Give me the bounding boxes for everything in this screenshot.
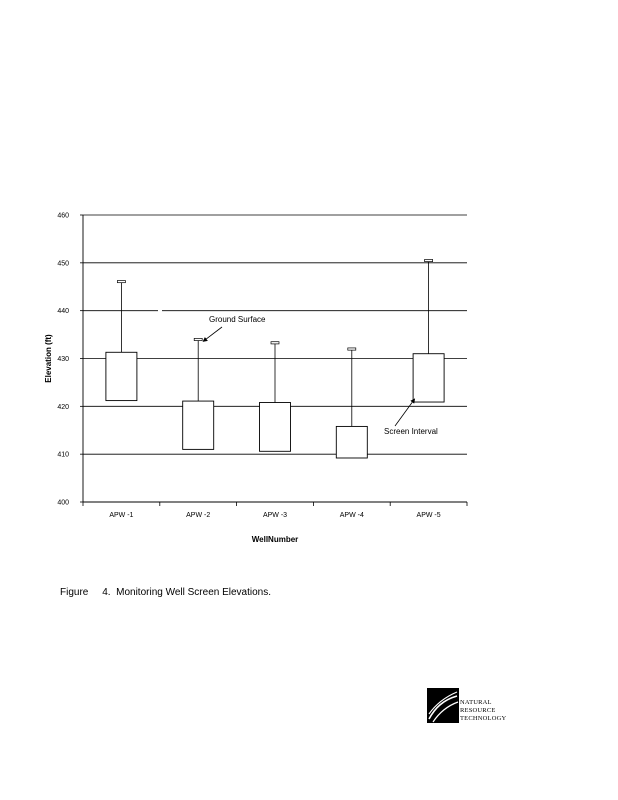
x-tick-label: APW -5: [416, 512, 441, 519]
y-tick-label: 440: [57, 308, 69, 316]
x-tick-label: APW -1: [109, 512, 134, 519]
logo-line-1: NATURAL: [460, 699, 492, 706]
y-tick-label: 420: [57, 403, 69, 411]
ground-surface-cap: [425, 259, 433, 261]
ground-surface-cap: [271, 342, 279, 344]
figure-caption: Figure 4. Monitoring Well Screen Elevations.: [60, 587, 272, 598]
x-tick-label: APW -4: [339, 512, 364, 519]
ground-surface-cap: [194, 338, 202, 340]
annotation-ground-surface: Ground Surface: [209, 315, 266, 324]
screen-interval-box: [336, 426, 367, 458]
y-tick-label: 460: [57, 212, 69, 220]
screen-interval-box: [260, 403, 291, 452]
y-axis-title: Elevation (ft): [44, 334, 53, 383]
annotation-screen-interval: Screen Interval: [384, 427, 438, 436]
ground-surface-cap: [117, 280, 125, 282]
logo-line-2: RESOURCE: [460, 707, 496, 714]
screen-interval-box: [183, 401, 214, 449]
annotation-arrow: [203, 327, 222, 341]
screen-interval-box: [106, 352, 137, 400]
annotation-arrow: [395, 399, 415, 426]
y-tick-label: 400: [57, 499, 69, 507]
x-tick-label: APW -2: [186, 512, 211, 519]
x-axis-title: WellNumber: [251, 535, 299, 544]
screen-interval-box: [413, 354, 444, 402]
y-tick-label: 410: [57, 451, 69, 459]
y-tick-label: 430: [57, 356, 69, 363]
x-tick-label: APW -3: [262, 512, 288, 519]
logo-text: [460, 699, 506, 723]
ground-surface-cap: [348, 348, 356, 350]
company-logo: [427, 688, 517, 724]
y-tick-label: 450: [57, 260, 69, 268]
logo-mark-icon: [427, 688, 459, 723]
logo-line-3: TECHNOLOGY: [460, 715, 507, 722]
